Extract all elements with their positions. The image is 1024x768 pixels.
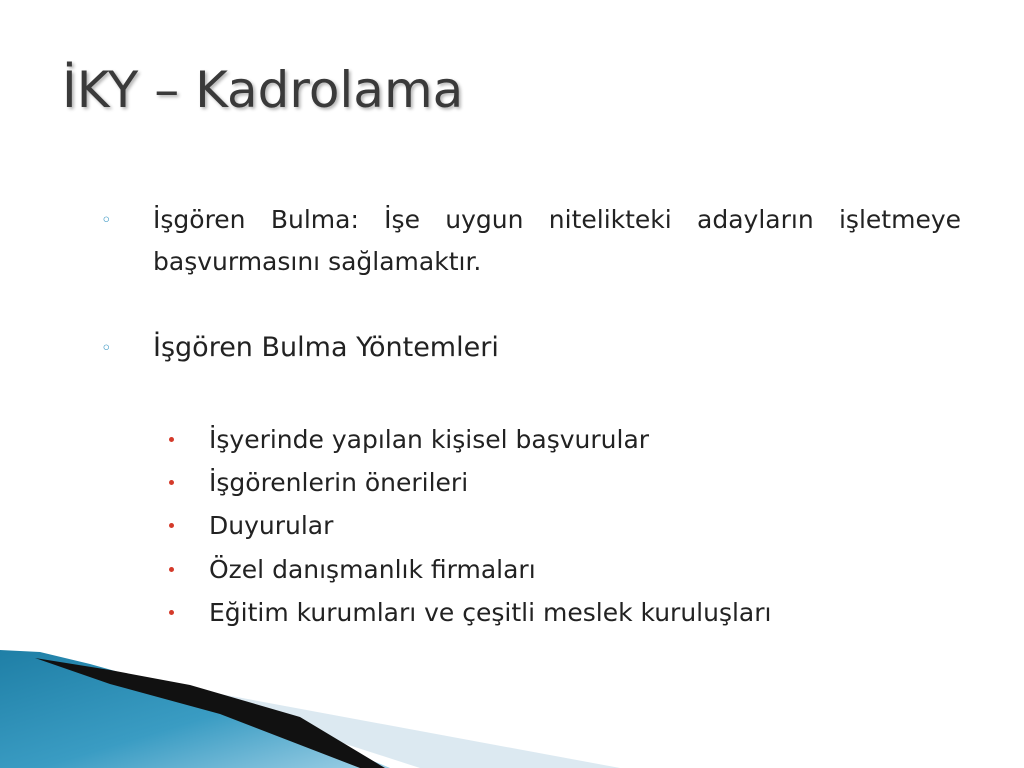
slide-title: İKY – Kadrolama xyxy=(62,61,464,119)
sub-bullet-danismanlik-firmalari: Özel danışmanlık firmaları xyxy=(209,555,536,584)
bullet-marker-2: ◦ xyxy=(101,338,112,359)
sub-bullet-duyurular: Duyurular xyxy=(209,511,334,540)
sub-bullet-egitim-kurumlari: Eğitim kurumları ve çeşitli meslek kuruluşları xyxy=(209,598,772,627)
sub-bullet-isgoren-onerileri: İşgörenlerin önerileri xyxy=(209,468,469,497)
sub-bullet-isyerinde-basvurular: İşyerinde yapılan kişisel başvurular xyxy=(209,425,650,454)
bullet-text-isgoren-bulma-definition: İşgören Bulma: İşe uygun nitelikteki adayların işletmeye başvurmasını sağlamaktır. xyxy=(153,205,961,276)
bullet-text-isgoren-bulma-yontemleri: İşgören Bulma Yöntemleri xyxy=(153,332,499,363)
bullet-marker-1: ◦ xyxy=(101,210,112,231)
